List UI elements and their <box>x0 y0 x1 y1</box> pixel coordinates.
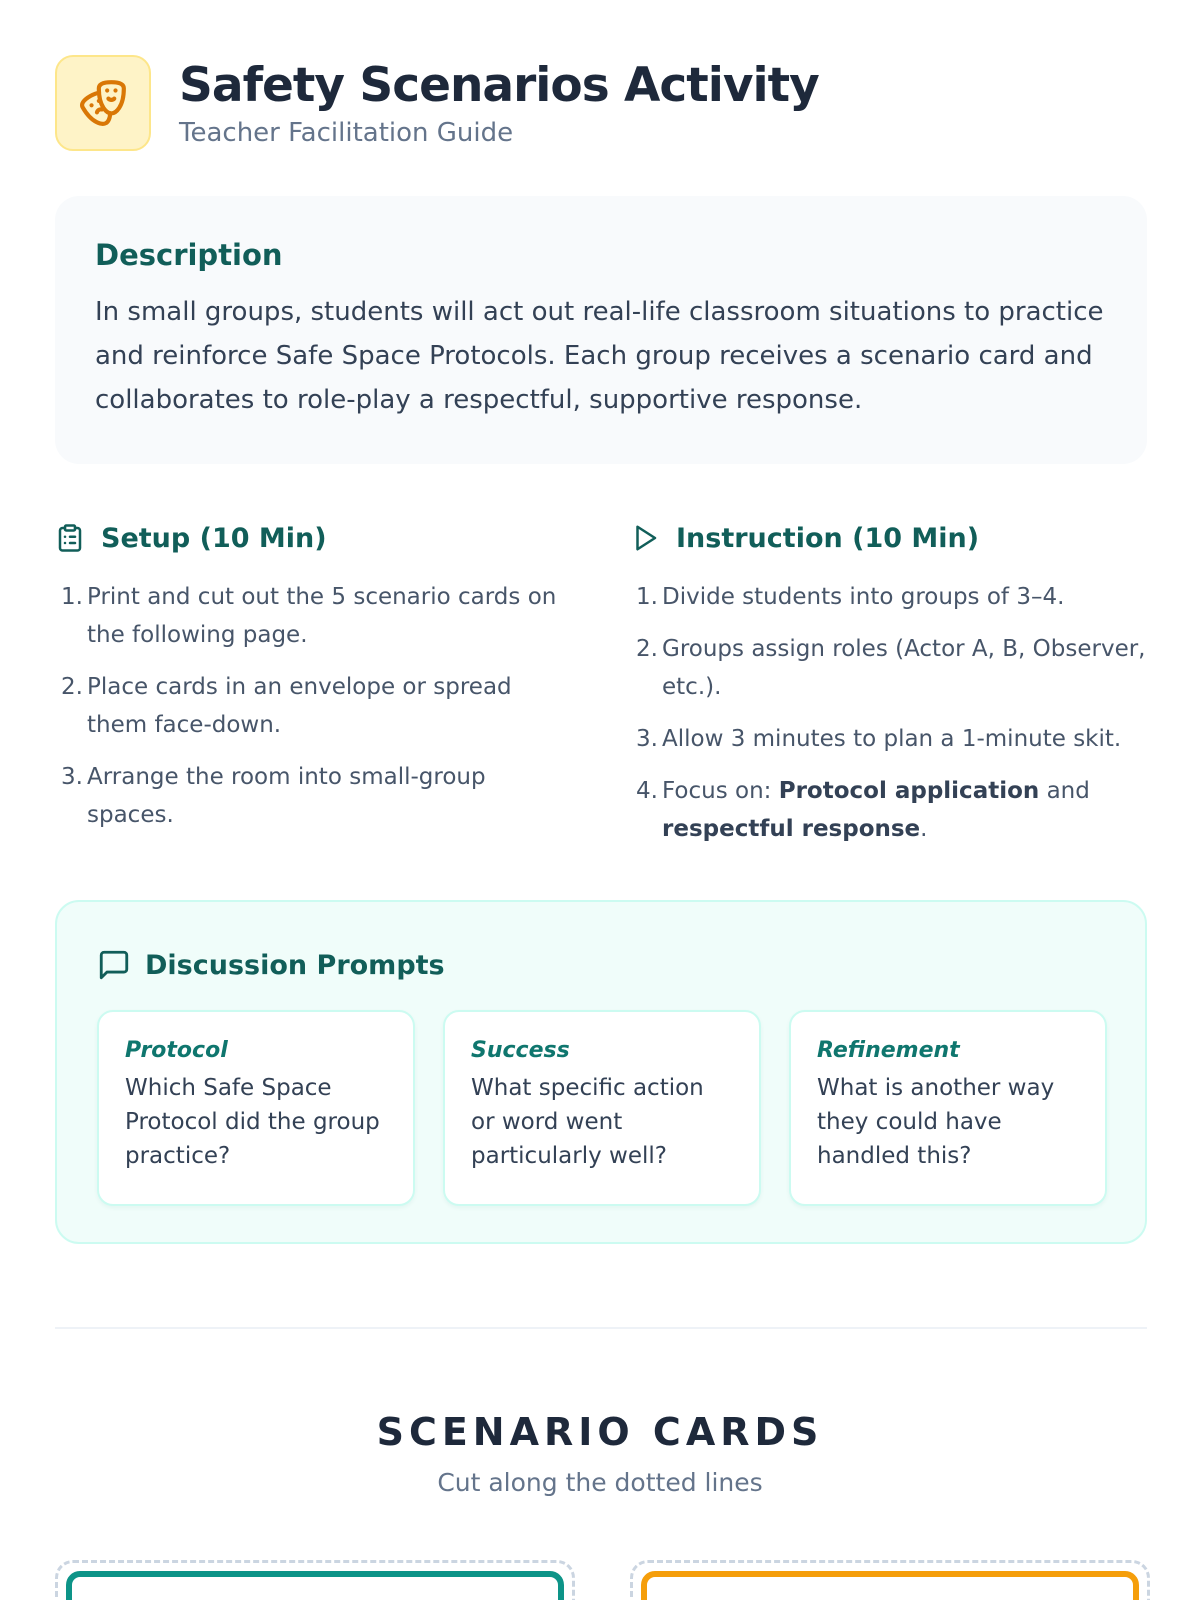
instruction-section <box>630 520 1150 862</box>
description-text: In small groups, students will act out real-life classroom situations to practice and reinforce Safe Space Protocols. Each group receives a scenario card and collaborates to role-play a respectful, supportive response. <box>95 297 1104 415</box>
page-title: Safety Scenarios Activity <box>179 58 819 113</box>
prompt-label: Refinement <box>817 1038 960 1063</box>
scenario-cards-subtitle: Cut along the dotted lines <box>437 1468 763 1497</box>
prompt-text: What specific action or word went particularly well? <box>471 1075 704 1169</box>
description-heading: Description <box>95 238 283 272</box>
drama-masks-icon <box>55 55 151 151</box>
list-item: 3. Allow 3 minutes to plan a 1-minute skit. <box>636 726 1122 752</box>
list-item: 3. Arrange the room into small-group spaces. <box>61 764 486 828</box>
prompt-label: Protocol <box>125 1038 228 1063</box>
prompt-text: What is another way they could have handled this? <box>817 1075 1055 1169</box>
description-panel <box>55 196 1147 464</box>
list-item: 1. Print and cut out the 5 scenario cards on the following page. <box>61 584 557 648</box>
emphasis-text: respectful response <box>662 816 921 842</box>
scenario-card-cutout <box>630 1560 1150 1600</box>
list-item: 2. Place cards in an envelope or spread them face-down. <box>61 674 512 738</box>
clipboard-icon <box>55 523 85 553</box>
setup-steps <box>55 578 575 834</box>
page-header <box>55 55 819 151</box>
discussion-heading: Discussion Prompts <box>145 949 445 981</box>
list-item: 4. Focus on: Protocol application and respectful response. <box>636 778 1090 842</box>
setup-section <box>55 520 575 848</box>
scenario-cards-title: SCENARIO CARDS <box>376 1410 824 1454</box>
prompt-label: Success <box>471 1038 570 1063</box>
message-square-icon <box>97 948 131 982</box>
prompt-card-protocol <box>97 1010 415 1206</box>
emphasis-text: Protocol application <box>778 778 1040 804</box>
list-item: 1. Divide students into groups of 3–4. <box>636 584 1065 610</box>
instruction-heading: Instruction (10 Min) <box>676 522 980 554</box>
list-item: 2. Groups assign roles (Actor A, B, Observer, etc.). <box>636 636 1146 700</box>
section-divider <box>55 1327 1147 1329</box>
scenario-card <box>641 1571 1139 1600</box>
page-subtitle: Teacher Facilitation Guide <box>179 118 514 148</box>
scenario-card-cutout <box>55 1560 575 1600</box>
play-icon <box>630 523 660 553</box>
discussion-panel <box>55 900 1147 1244</box>
setup-heading: Setup (10 Min) <box>101 522 327 554</box>
prompt-card-success <box>443 1010 761 1206</box>
scenario-card <box>66 1571 564 1600</box>
instruction-steps <box>630 578 1150 848</box>
prompt-card-refinement <box>789 1010 1107 1206</box>
prompt-text: Which Safe Space Protocol did the group practice? <box>125 1075 380 1169</box>
